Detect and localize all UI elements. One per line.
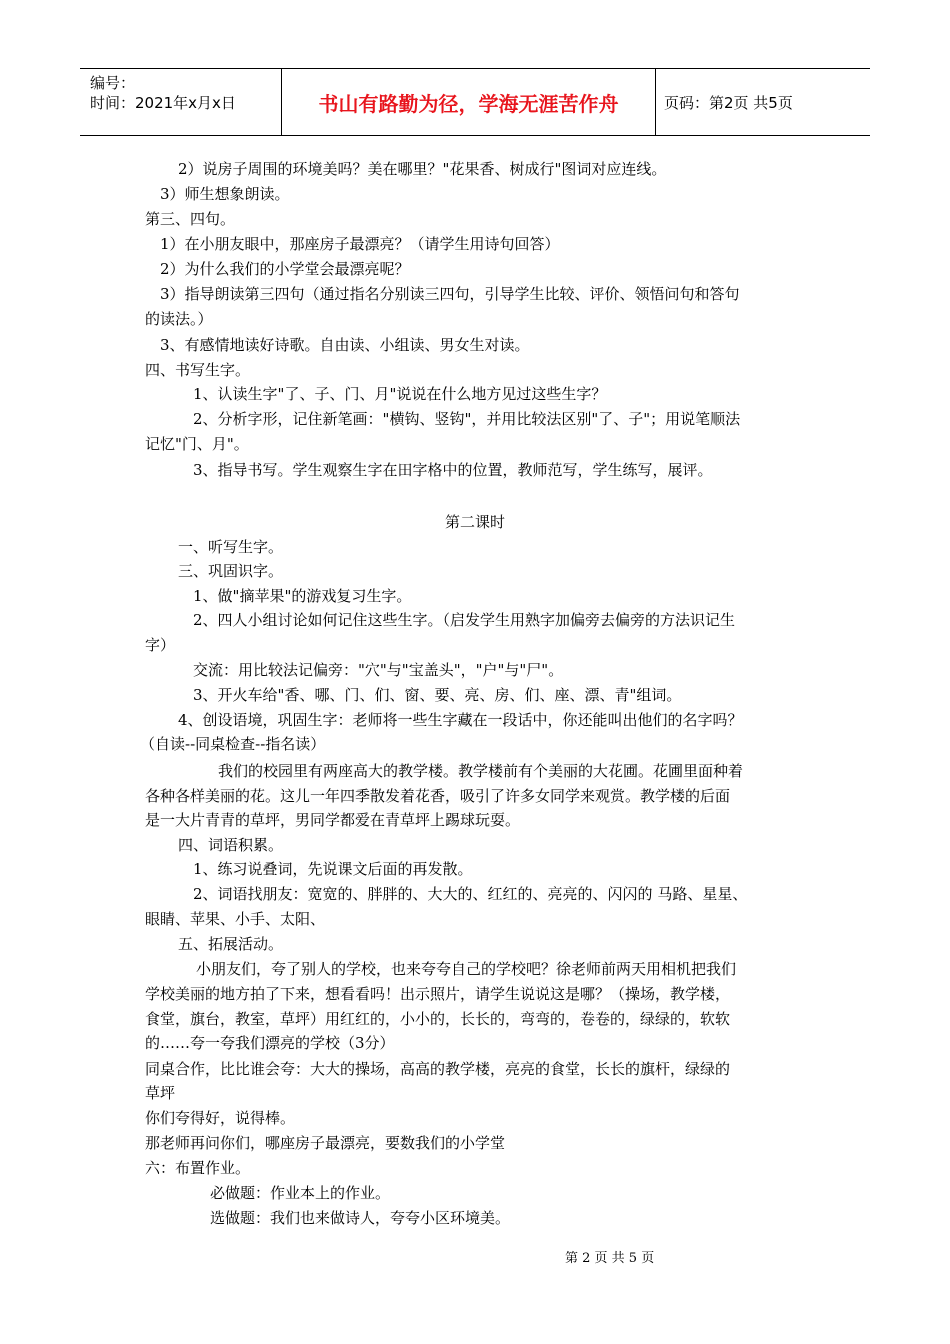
section-heading: 五、拓展活动。: [178, 935, 284, 953]
section-heading: 第三、四句。: [145, 210, 236, 228]
body-line: 1、认读生字"了、子、门、月"说说在什么地方见过这些生字？: [193, 385, 607, 403]
section-heading: 四、书写生字。: [145, 361, 251, 379]
body-line: 1、练习说叠词，先说课文后面的再发散。: [193, 860, 473, 878]
body-line: 4、创设语境，巩固生字：老师将一些生字藏在一段话中，你还能叫出他们的名字吗？: [178, 711, 743, 729]
body-line: （自读--同桌检查--指名读）: [140, 735, 326, 753]
body-line: 2、词语找朋友：宽宽的、胖胖的、大大的、红红的、亮亮的、闪闪的 马路、星星、: [193, 885, 748, 903]
passage-line: 各种各样美丽的花。这儿一年四季散发着花香，吸引了许多女同学来观赏。教学楼的后面: [145, 787, 731, 805]
number-label: 编号：: [90, 74, 136, 92]
body-line: 3）师生想象朗读。: [160, 185, 290, 203]
body-line: 草坪: [145, 1084, 176, 1102]
section-heading: 四、词语积累。: [178, 836, 284, 854]
body-line: 必做题：作业本上的作业。: [210, 1184, 391, 1202]
body-line: 2、四人小组讨论如何记住这些生字。（启发学生用熟字加偏旁去偏旁的方法识记生: [193, 611, 736, 629]
body-line: 1）在小朋友眼中，那座房子最漂亮？（请学生用诗句回答）: [160, 235, 560, 253]
body-line: 小朋友们，夸了别人的学校，也来夸夸自己的学校吧？徐老师前两天用相机把我们: [196, 960, 737, 978]
body-line: 2）说房子周围的环境美吗？美在哪里？"花果香、树成行"图词对应连线。: [178, 160, 667, 178]
body-line: 学校美丽的地方拍了下来，想看看吗！出示照片，请学生说说这是哪？（操场，教学楼，: [145, 985, 731, 1003]
section-heading: 三、巩固识字。: [178, 562, 284, 580]
body-line: 3、指导书写。学生观察生字在田字格中的位置，教师范写，学生练写，展评。: [193, 461, 713, 479]
body-line: 3）指导朗读第三四句（通过指名分别读三四句，引导学生比较、评价、领悟问句和答句: [160, 285, 740, 303]
body-line: 选做题：我们也来做诗人，夸夸小区环境美。: [210, 1209, 511, 1227]
body-line: 同桌合作，比比谁会夸：大大的操场，高高的教学楼，亮亮的食堂，长长的旗杆，绿绿的: [145, 1060, 731, 1078]
body-line: 2）为什么我们的小学堂会最漂亮呢？: [160, 260, 410, 278]
page-info: 页码：第2页 共5页: [664, 93, 793, 112]
body-line: 那老师再问你们，哪座房子最漂亮，要数我们的小学堂: [145, 1134, 506, 1152]
body-line: 的读法。）: [145, 310, 213, 328]
body-line: 记忆"门、月"。: [145, 435, 249, 453]
body-line: 眼睛、苹果、小手、太阳、: [145, 910, 326, 928]
passage-line: 是一大片青青的草坪，男同学都爱在青草坪上踢球玩耍。: [145, 811, 521, 829]
date-label: 时间：2021年x月x日: [90, 94, 236, 112]
body-line: 3、开火车给"香、哪、门、们、窗、要、亮、房、们、座、漂、青"组词。: [193, 686, 682, 704]
body-line: 交流：用比较法记偏旁："穴"与"宝盖头"，"户"与"尸"。: [193, 661, 564, 679]
section-heading: 一、听写生字。: [178, 538, 284, 556]
body-line: 食堂，旗台，教室，草坪）用红红的，小小的，长长的，弯弯的，卷卷的，绿绿的，软软: [145, 1010, 731, 1028]
body-line: 的……夸一夸我们漂亮的学校（3分）: [145, 1034, 395, 1052]
passage-line: 我们的校园里有两座高大的教学楼。教学楼前有个美丽的大花圃。花圃里面种着: [218, 762, 744, 780]
lesson-title: 第二课时: [444, 513, 505, 531]
header-left-cell: [80, 69, 282, 135]
body-line: 你们夸得好，说得棒。: [145, 1109, 296, 1127]
body-line: 字）: [145, 636, 176, 654]
motto: 书山有路勤为径，学海无涯苦作舟: [282, 69, 656, 135]
body-line: 2、分析字形，记住新笔画："横钩、竖钩"，并用比较法区别"了、子"；用说笔顺法: [193, 410, 741, 428]
body-line: 1、做"摘苹果"的游戏复习生字。: [193, 587, 412, 605]
page-footer: 第 2 页 共 5 页: [565, 1251, 655, 1266]
header-table: [80, 68, 870, 136]
body-line: 3、有感情地读好诗歌。自由读、小组读、男女生对读。: [160, 336, 530, 354]
section-heading: 六：布置作业。: [145, 1159, 251, 1177]
